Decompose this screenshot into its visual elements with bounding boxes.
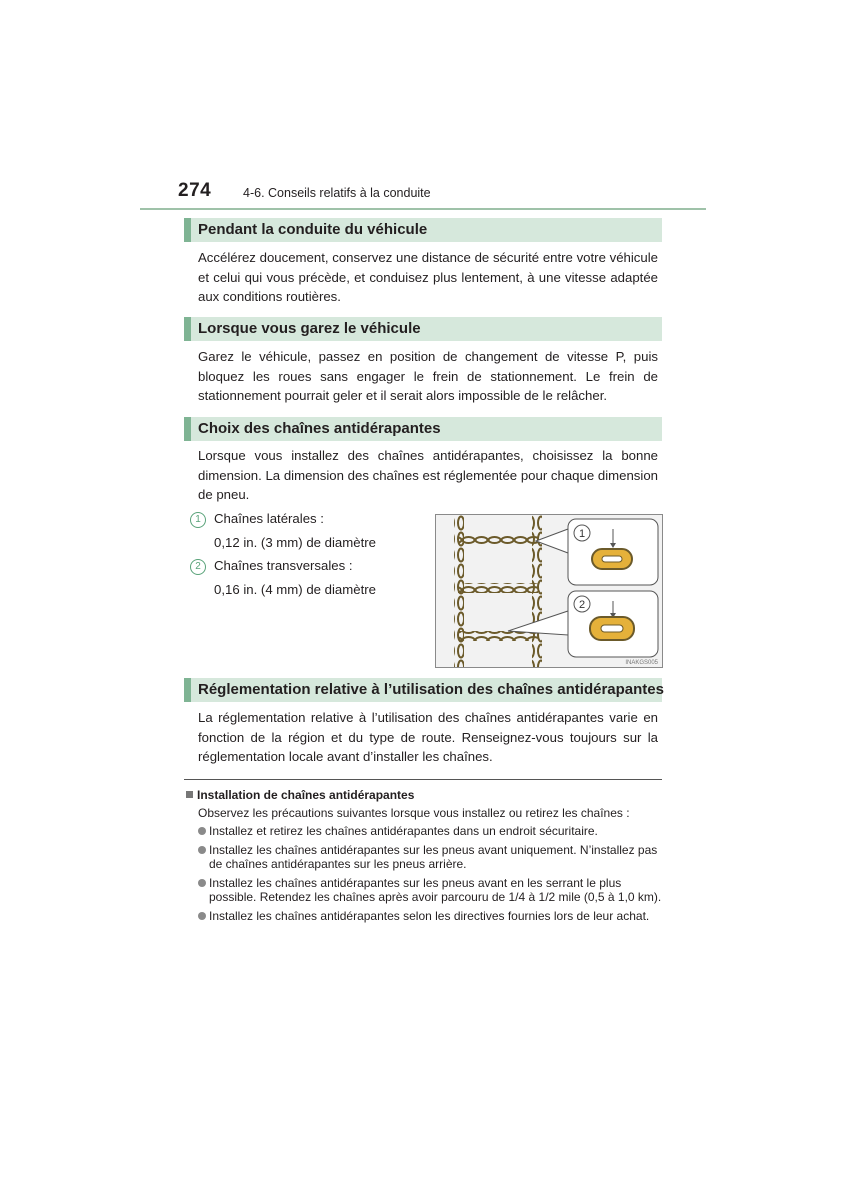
section-heading-regulation	[184, 678, 662, 702]
list-item: Installez et retirez les chaînes antidérapantes dans un endroit sécuritaire.	[198, 824, 668, 838]
page-header	[140, 178, 706, 210]
section-title: Réglementation relative à l’utilisation des chaînes antidérapantes	[198, 681, 664, 698]
note-title: Installation de chaînes antidérapantes	[197, 788, 415, 802]
list-item-label: Chaînes transversales :	[214, 558, 353, 573]
list-item-detail: 0,16 in. (4 mm) de diamètre	[214, 582, 376, 597]
bullet-dot-icon	[198, 879, 206, 887]
list-item: Installez les chaînes antidérapantes selon les directives fournies lors de leur achat.	[198, 909, 668, 923]
page-number: 274	[178, 180, 212, 201]
chapter-title: 4-6. Conseils relatifs à la conduite	[243, 186, 431, 200]
list-item-side-chains	[190, 511, 324, 528]
callout-number-2: 2	[578, 599, 586, 611]
callout-number-1: 1	[578, 528, 586, 540]
list-item: Installez les chaînes antidérapantes sur les pneus avant uniquement. N’installez pas de chaînes antidérapantes sur les pneus arrière.	[198, 843, 668, 871]
section-title: Pendant la conduite du véhicule	[198, 221, 428, 238]
divider	[184, 779, 662, 780]
section-text-driving: Accélérez doucement, conservez une distance de sécurité entre votre véhicule et celui qui vous précède, et conduisez plus lentement, à une vitesse adaptée aux conditions routières.	[198, 250, 658, 304]
section-heading-driving	[184, 218, 662, 242]
number-1-icon: 1	[190, 512, 206, 528]
number-2-icon: 2	[190, 559, 206, 575]
note-heading	[186, 788, 414, 802]
list-item-label: Chaînes latérales :	[214, 511, 324, 526]
figure-code: INAKGS005	[625, 660, 658, 666]
section-title: Lorsque vous garez le véhicule	[198, 320, 421, 337]
bullet-dot-icon	[198, 912, 206, 920]
section-text-chain-choice: Lorsque vous installez des chaînes antidérapantes, choisissez la bonne dimension. La dimension des chaînes est réglementée pour chaque dimension de pneu.	[198, 448, 658, 502]
bullet-dot-icon	[198, 827, 206, 835]
cross-chain	[458, 583, 538, 593]
section-title: Choix des chaînes antidérapantes	[198, 420, 441, 437]
chain-diagram	[436, 515, 662, 667]
list-item: Installez les chaînes antidérapantes sur les pneus avant en les serrant le plus possible. Retendez les chaînes après avoir parcouru de 1/4 à 1/2 mile (0,5 à 1,0 km).	[198, 876, 668, 904]
section-heading-parking	[184, 317, 662, 341]
cross-chain	[458, 536, 538, 546]
list-item-cross-chains	[190, 558, 353, 575]
section-text-regulation: La réglementation relative à l’utilisation des chaînes antidérapantes varie en fonction de la région et du type de route. Renseignez-vous toujours sur la réglementation locale avant d’installer les chaînes.	[198, 710, 658, 764]
list-item-detail: 0,12 in. (3 mm) de diamètre	[214, 535, 376, 550]
snow-chain-illustration	[435, 514, 663, 668]
section-text-parking: Garez le véhicule, passez en position de changement de vitesse P, puis bloquez les roues sans engager le frein de stationnement. Le frein de stationnement pourrait geler et il serait alors impossible de le relâcher.	[198, 349, 658, 403]
square-bullet-icon	[186, 791, 193, 798]
note-intro: Observez les précautions suivantes lorsque vous installez ou retirez les chaînes :	[198, 806, 630, 820]
bullet-dot-icon	[198, 846, 206, 854]
section-heading-chain-choice	[184, 417, 662, 441]
